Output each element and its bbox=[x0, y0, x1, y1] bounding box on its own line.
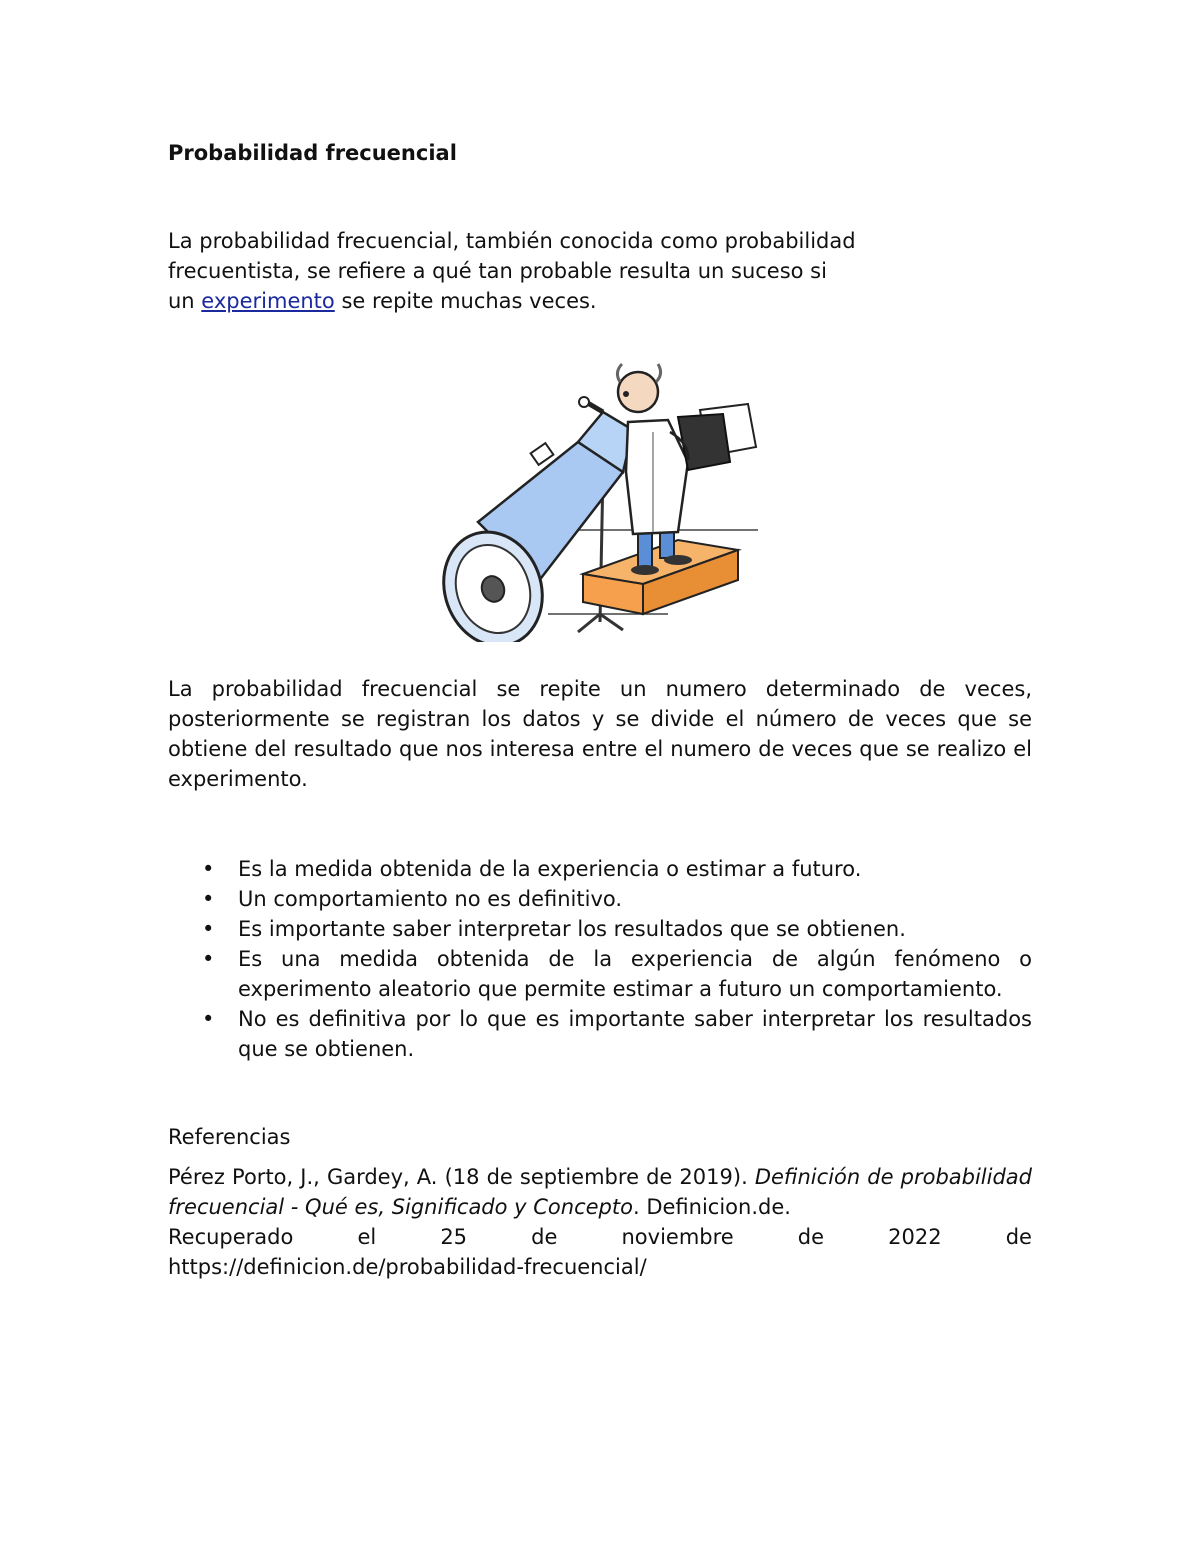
reference-authors: Pérez Porto, J., Gardey, A. (18 de septiembre de 2019). bbox=[168, 1165, 755, 1189]
reference-retrieved-line bbox=[168, 1222, 1032, 1252]
bullet-text: Un comportamiento no es definitivo. bbox=[238, 887, 623, 911]
intro-line-1: La probabilidad frecuencial, también conocida como probabilidad bbox=[168, 229, 856, 253]
bullet-text: Es importante saber interpretar los resultados que se obtienen. bbox=[238, 917, 906, 941]
document-body bbox=[168, 138, 1032, 1282]
bullet-icon: • bbox=[202, 887, 215, 911]
retrieved-word: 25 bbox=[440, 1225, 468, 1249]
references-heading: Referencias bbox=[168, 1125, 291, 1149]
retrieved-word: Recuperado bbox=[168, 1225, 294, 1249]
list-item bbox=[168, 884, 1032, 914]
list-item bbox=[168, 1004, 1032, 1064]
intro-line-2: frecuentista, se refiere a qué tan probable resulta un suceso si bbox=[168, 259, 827, 283]
bullet-list bbox=[168, 854, 1032, 1064]
bullet-icon: • bbox=[202, 917, 215, 941]
reference-url: https://definicion.de/probabilidad-frecuencial/ bbox=[168, 1255, 647, 1279]
scientist-telescope-figure bbox=[168, 352, 1032, 652]
bullet-icon: • bbox=[202, 1007, 215, 1031]
reference-entry bbox=[168, 1162, 1032, 1282]
intro-paragraph bbox=[168, 226, 928, 316]
intro-line-3-pre: un bbox=[168, 289, 202, 313]
bullet-text: No es definitiva por lo que es importante saber interpretar los resultados que se obtienen. bbox=[238, 1007, 1032, 1061]
page-title: Probabilidad frecuencial bbox=[168, 141, 457, 165]
retrieved-word: noviembre bbox=[621, 1225, 734, 1249]
reference-source: . Definicion.de. bbox=[632, 1195, 791, 1219]
list-item bbox=[168, 944, 1032, 1004]
reference-title: Definición de probabilidad frecuencial - Qué es, Significado y Concepto bbox=[168, 1165, 1032, 1219]
retrieved-word: 2022 bbox=[888, 1225, 942, 1249]
bullet-icon: • bbox=[202, 857, 215, 881]
scientist-telescope-icon bbox=[438, 352, 758, 642]
retrieved-word: de bbox=[1005, 1225, 1032, 1249]
retrieved-word: de bbox=[531, 1225, 558, 1249]
bullet-text: Es la medida obtenida de la experiencia o estimar a futuro. bbox=[238, 857, 862, 881]
list-item bbox=[168, 854, 1032, 884]
list-item bbox=[168, 914, 1032, 944]
bullet-icon: • bbox=[202, 947, 215, 971]
experimento-link[interactable]: experimento bbox=[201, 289, 335, 313]
retrieved-word: de bbox=[797, 1225, 825, 1249]
retrieved-word: el bbox=[357, 1225, 377, 1249]
bullet-text: Es una medida obtenida de la experiencia de algún fenómeno o experimento aleatorio que permite estimar a futuro un comportamiento. bbox=[238, 947, 1032, 1001]
explanation-paragraph: La probabilidad frecuencial se repite un numero determinado de veces, posteriormente se registran los datos y se divide el número de veces que se obtiene del resultado que nos interesa entre el numero de veces que se realizo el experimento. bbox=[168, 677, 1032, 791]
intro-line-3-post: se repite muchas veces. bbox=[334, 289, 597, 313]
